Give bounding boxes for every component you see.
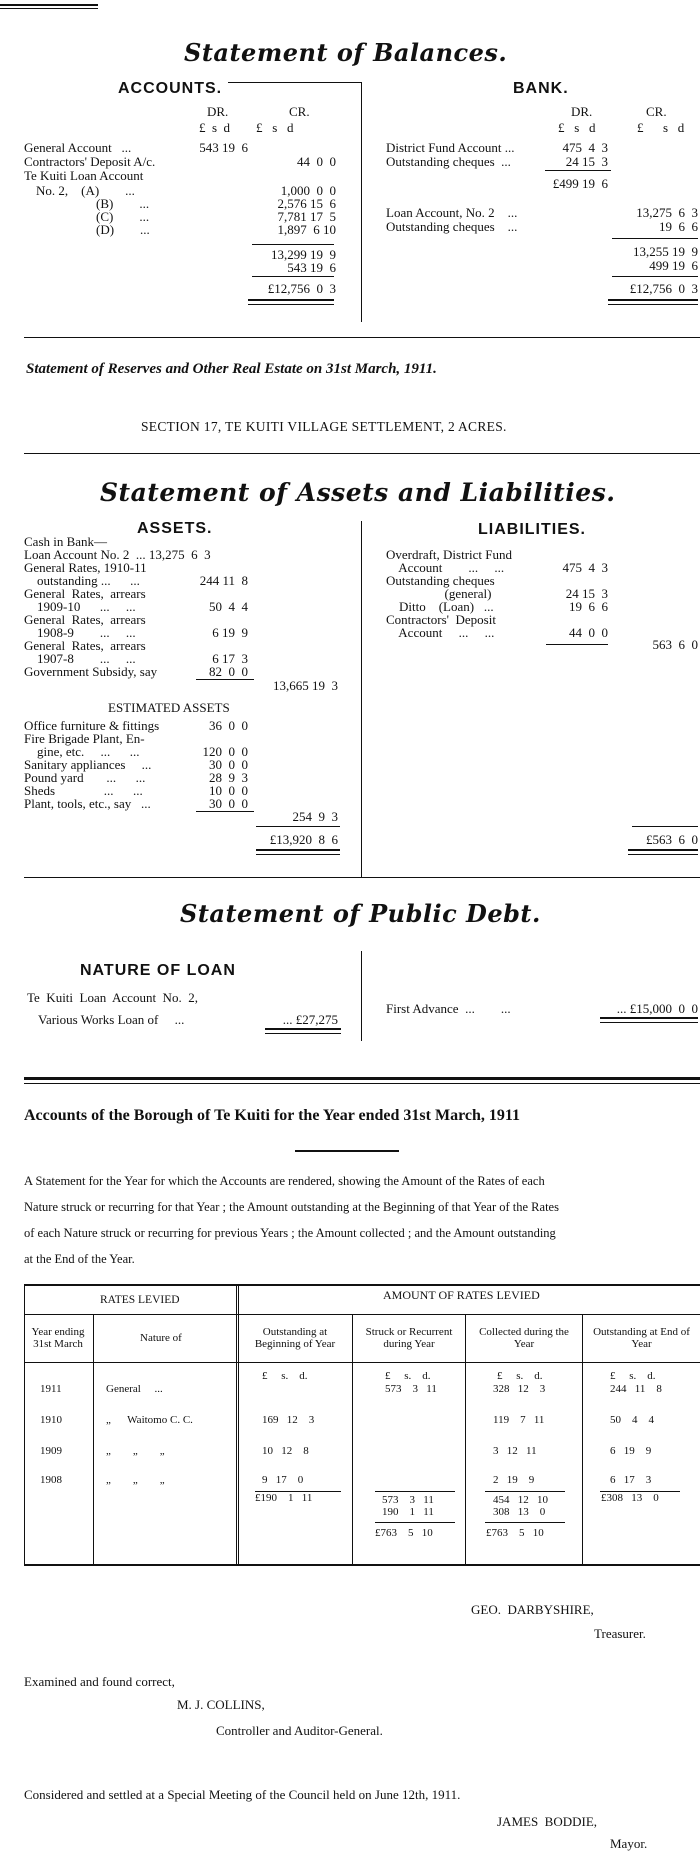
estimated-row-4-label: Pound yard ... ...: [24, 770, 146, 785]
loan-line-1: Te Kuiti Loan Account No. 2,: [27, 990, 198, 1005]
estimated-row-3-value: 30 0 0: [209, 757, 248, 772]
table-col-nature: [93, 1314, 94, 1564]
rates-row-1-begin: 169 12 3: [262, 1414, 315, 1426]
section-rule-4a: [24, 1077, 700, 1080]
bank-sub1: 13,255 19 9: [633, 244, 698, 259]
end-total: £308 13 0: [601, 1492, 659, 1504]
nature-of-loan-heading: NATURE OF LOAN: [80, 962, 236, 979]
accounts-total-dbl1: [248, 299, 334, 301]
accounts-row-6-label: (D) ...: [96, 222, 150, 237]
liabilities-total-dbl1: [628, 849, 698, 851]
liabilities-subtotal: 563 6 0: [652, 637, 698, 652]
table-header-rule: [24, 1314, 700, 1315]
rates-levied-heading: RATES LEVIED: [100, 1294, 180, 1306]
table-top: [24, 1284, 700, 1286]
rates-row-0-nature: General ...: [106, 1383, 163, 1395]
examined-text: Examined and found correct,: [24, 1674, 175, 1689]
accounts-row-5-label: (C) ...: [96, 209, 150, 224]
assets-sub-rule: [196, 679, 254, 680]
table-col-struck: [352, 1314, 353, 1564]
borough-intro-2: of each Nature struck or recurring for previous Years ; the Amount collected ; and the Amount outstanding: [24, 1226, 556, 1240]
estimated-row-4-value: 28 9 3: [209, 770, 248, 785]
accounts-row-0-dr: 543 19 6: [199, 140, 248, 155]
lsd-collected: £ s. d.: [497, 1370, 543, 1382]
accounts-row-2-label: Te Kuiti Loan Account: [24, 168, 144, 183]
rates-row-2-year: 1909: [40, 1445, 62, 1457]
asset-row-9-value: 6 17 3: [212, 651, 248, 666]
bank-total: £12,756 0 3: [629, 281, 698, 296]
estimated-row-6-label: Plant, tools, etc., say ...: [24, 796, 151, 811]
top-rule-2: [0, 8, 98, 9]
considered-date: June 12th, 1911.: [374, 1787, 461, 1802]
rates-row-1-end: 50 4 4: [610, 1414, 654, 1426]
rates-row-2-nature: „ „ „: [106, 1445, 165, 1457]
asset-row-1-label: Loan Account No. 2 ... 13,275 6 3: [24, 547, 211, 562]
liability-row-5-label: Contractors' Deposit: [386, 612, 496, 627]
accounts-heading: ACCOUNTS.: [118, 80, 223, 97]
liability-row-6-label: Account ... ...: [386, 625, 495, 640]
liabilities-total: £563 6 0: [646, 832, 698, 847]
bank-dr-rule: [545, 170, 611, 171]
liabilities-heading: LIABILITIES.: [478, 521, 586, 538]
estimated-row-6-value: 30 0 0: [209, 796, 248, 811]
rates-row-3-year: 1908: [40, 1474, 62, 1486]
asset-row-6-label: General Rates, arrears: [24, 612, 146, 627]
rates-row-0-collected: 328 12 3: [493, 1383, 546, 1395]
rates-row-3-end: 6 17 3: [610, 1474, 652, 1486]
collected-total-b: 308 13 0: [493, 1506, 546, 1518]
public-debt-title: Statement of Public Debt.: [180, 899, 541, 928]
asset-row-2-label: General Rates, 1910-11: [24, 560, 147, 575]
liability-row-4-label: Ditto (Loan) ...: [386, 599, 494, 614]
mayor-name: JAMES BODDIE,: [497, 1814, 598, 1829]
rates-row-3-begin: 9 17 0: [262, 1474, 304, 1486]
estimated-row-5-value: 10 0 0: [209, 783, 248, 798]
asset-row-4-label: General Rates, arrears: [24, 586, 146, 601]
assets-liabilities-title: Statement of Assets and Liabilities.: [100, 478, 616, 507]
table-split: [236, 1284, 237, 1564]
accounts-total: £12,756 0 3: [267, 281, 336, 296]
col-outstanding-begin: Outstanding at Beginning of Year: [254, 1326, 336, 1350]
liability-row-1-value: 475 4 3: [562, 560, 608, 575]
section-rule-2: [24, 453, 700, 454]
advance-dbl2: [600, 1022, 698, 1023]
accounts-sub-rule: [252, 244, 334, 245]
liabilities-total-rule: [632, 826, 698, 827]
top-rule: [0, 4, 98, 6]
asset-row-3-value: 244 11 8: [199, 573, 248, 588]
bank-row-1-dr: 24 15 3: [565, 154, 608, 169]
table-bottom: [24, 1564, 700, 1566]
accounts-row-1-label: Contractors' Deposit A/c.: [24, 154, 156, 169]
bank-row-2-cr: 13,275 6 3: [636, 205, 698, 220]
rates-row-2-end: 6 19 9: [610, 1445, 652, 1457]
bank-row-0-dr: 475 4 3: [562, 140, 608, 155]
asset-row-9-label: 1907-8 ... ...: [24, 651, 136, 666]
accounts-row-4-label: (B) ...: [96, 196, 150, 211]
bank-total-dbl2: [608, 304, 698, 305]
table-colhead-rule: [24, 1362, 700, 1363]
bank-sub2: 499 19 6: [649, 258, 698, 273]
rates-row-1-collected: 119 7 11: [493, 1414, 545, 1426]
considered-text: [24, 1787, 460, 1803]
estimated-row-0-label: Office furniture & fittings: [24, 718, 160, 733]
collected-total-a: 454 12 10: [493, 1494, 548, 1506]
asset-row-7-value: 6 19 9: [212, 625, 248, 640]
auditor-name: M. J. COLLINS,: [177, 1697, 265, 1712]
estimated-heading: ESTIMATED ASSETS: [108, 700, 230, 715]
rates-row-3-collected: 2 19 9: [493, 1474, 535, 1486]
section-rule-3: [24, 877, 700, 878]
asset-row-5-value: 50 4 4: [209, 599, 248, 614]
borough-title-rule: [295, 1150, 399, 1152]
assets-total: £13,920 8 6: [269, 832, 338, 847]
asset-row-3-label: outstanding ... ...: [24, 573, 140, 588]
bank-lsd-cr: £ s d: [637, 120, 685, 135]
asset-row-8-label: General Rates, arrears: [24, 638, 146, 653]
advance-label: First Advance ... ...: [386, 1001, 511, 1016]
col-outstanding-end: Outstanding at End of Year: [593, 1326, 690, 1350]
asset-row-10-value: 82 0 0: [209, 664, 248, 679]
bank-total-dbl1: [608, 299, 698, 301]
bank-heading: BANK.: [513, 80, 569, 97]
assets-subtotal: 13,665 19 3: [273, 678, 338, 693]
col-nature: Nature of: [140, 1332, 182, 1344]
bank-dr-label: DR.: [571, 104, 593, 119]
assets-total-rule: [256, 826, 340, 827]
liabilities-total-dbl2: [628, 854, 698, 855]
table-col-collected: [465, 1314, 466, 1564]
amount-levied-heading: AMOUNT OF RATES LEVIED: [383, 1288, 540, 1302]
asset-row-5-label: 1909-10 ... ...: [24, 599, 136, 614]
advance-dbl1: [600, 1017, 698, 1019]
accounts-sub2: 543 19 6: [287, 260, 336, 275]
borough-intro-3: at the End of the Year.: [24, 1252, 135, 1266]
struck-grand-rule: [375, 1522, 455, 1523]
treasurer-name: GEO. DARBYSHIRE,: [471, 1602, 594, 1617]
rates-row-2-begin: 10 12 8: [262, 1445, 309, 1457]
struck-total-rule: [375, 1491, 455, 1492]
accounts-row-4-cr: 2,576 15 6: [277, 196, 336, 211]
accounts-row-5-cr: 7,781 17 5: [277, 209, 336, 224]
bank-row-2-label: Loan Account, No. 2 ...: [386, 205, 518, 220]
liability-row-1-label: Account ... ...: [386, 560, 505, 575]
reserves-title: Statement of Reserves and Other Real Estate on 31st March, 1911.: [26, 361, 437, 377]
liability-row-3-value: 24 15 3: [565, 586, 608, 601]
loan-amount: ... £27,275: [282, 1012, 338, 1027]
liability-row-3-label: (general): [386, 586, 492, 601]
estimated-row-2-value: 120 0 0: [202, 744, 248, 759]
col-year: Year ending 31st March: [31, 1326, 85, 1350]
col-struck: Struck or Recurrent during Year: [365, 1326, 453, 1350]
loan-amount-dbl1: [265, 1028, 341, 1030]
rates-row-1-nature: „ Waitomo C. C.: [106, 1414, 193, 1426]
struck-grand-total: £763 5 10: [375, 1527, 433, 1539]
borough-intro-0: A Statement for the Year for which the Accounts are rendered, showing the Amount of the Rates of each: [24, 1174, 545, 1188]
lsd-struck: £ s. d.: [385, 1370, 431, 1382]
borough-title: Accounts of the Borough of Te Kuiti for the Year ended 31st March, 1911: [24, 1107, 521, 1124]
bank-row-1-label: Outstanding cheques ...: [386, 154, 511, 169]
loan-amount-dbl2: [265, 1033, 341, 1034]
asset-row-7-label: 1908-9 ... ...: [24, 625, 136, 640]
liabilities-sub-rule: [546, 644, 608, 645]
public-debt-divider: [361, 951, 362, 1041]
bank-row-3-label: Outstanding cheques ...: [386, 219, 518, 234]
assets-total-dbl2: [256, 854, 340, 855]
balances-title: Statement of Balances.: [184, 38, 508, 67]
accounts-row-6-cr: 1,897 6 10: [277, 222, 336, 237]
rates-row-0-struck: 573 3 11: [385, 1383, 437, 1395]
bank-total-rule: [612, 276, 698, 277]
considered-prefix: Considered and settled at a Special Meeting of the Council held on: [24, 1787, 372, 1802]
collected-total-rule: [485, 1491, 565, 1492]
accounts-total-dbl2: [248, 304, 334, 305]
rates-row-1-year: 1910: [40, 1414, 62, 1426]
estimated-subtotal: 254 9 3: [292, 809, 338, 824]
liability-row-0-label: Overdraft, District Fund: [386, 547, 513, 562]
struck-total-a: 573 3 11: [382, 1494, 434, 1506]
collected-grand-rule: [485, 1522, 565, 1523]
section-rule-4b: [24, 1083, 700, 1084]
bank-row-3-cr: 19 6 6: [659, 219, 698, 234]
struck-total-b: 190 1 11: [382, 1506, 434, 1518]
accounts-sub1: 13,299 19 9: [271, 247, 336, 262]
table-left: [24, 1284, 25, 1564]
estimated-row-0-value: 36 0 0: [209, 718, 248, 733]
bank-lsd-dr: £ s d: [558, 120, 596, 135]
estimated-sub-rule: [196, 811, 254, 812]
asset-row-10-label: Government Subsidy, say: [24, 664, 158, 679]
accounts-row-1-cr: 44 0 0: [297, 154, 336, 169]
borough-intro-1: Nature struck or recurring for that Year ; the Amount outstanding at the Beginning of that Year of the Rates: [24, 1200, 559, 1214]
lsd-end: £ s. d.: [610, 1370, 656, 1382]
accounts-row-3-label: No. 2, (A) ...: [36, 183, 135, 198]
bank-row-0-label: District Fund Account ...: [386, 140, 515, 155]
table-split-2: [238, 1284, 239, 1564]
col-collected: Collected during the Year: [479, 1326, 569, 1350]
liability-row-4-value: 19 6 6: [569, 599, 608, 614]
treasurer-title: Treasurer.: [594, 1626, 646, 1641]
assets-total-dbl1: [256, 849, 340, 851]
assets-heading: ASSETS.: [137, 520, 213, 537]
rates-row-2-collected: 3 12 11: [493, 1445, 537, 1457]
liability-row-6-value: 44 0 0: [569, 625, 608, 640]
rates-row-0-end: 244 11 8: [610, 1383, 662, 1395]
balances-divider: [361, 82, 362, 322]
assets-divider: [361, 521, 362, 877]
accounts-lsd-dr: £ s d: [199, 120, 231, 135]
accounts-cr-label: CR.: [289, 104, 310, 119]
loan-line-2: Various Works Loan of ...: [38, 1012, 185, 1027]
bank-cr-sub-rule: [612, 238, 698, 239]
accounts-row-3-cr: 1,000 0 0: [280, 183, 336, 198]
accounts-lsd-cr: £ s d: [256, 120, 294, 135]
estimated-row-5-label: Sheds ... ...: [24, 783, 143, 798]
estimated-row-1-label: Fire Brigade Plant, En-: [24, 731, 145, 746]
liability-row-2-label: Outstanding cheques: [386, 573, 495, 588]
bank-cr-label: CR.: [646, 104, 667, 119]
rates-row-0-year: 1911: [40, 1383, 62, 1395]
accounts-total-rule: [252, 276, 334, 277]
rates-row-3-nature: „ „ „: [106, 1474, 165, 1486]
auditor-title: Controller and Auditor-General.: [216, 1723, 383, 1738]
estimated-row-2-label: gine, etc. ... ...: [24, 744, 140, 759]
accounts-row-0-label: General Account ...: [24, 140, 132, 155]
reserves-section: SECTION 17, TE KUITI VILLAGE SETTLEMENT, 2 ACRES.: [141, 419, 507, 434]
table-col-end: [582, 1314, 583, 1564]
asset-row-0-label: Cash in Bank—: [24, 534, 108, 549]
advance-amount: ... £15,000 0 0: [616, 1001, 698, 1016]
mayor-title: Mayor.: [610, 1836, 648, 1851]
accounts-heading-rule: [228, 82, 361, 83]
lsd-begin: £ s. d.: [262, 1370, 308, 1382]
section-rule-1: [24, 337, 700, 338]
accounts-dr-label: DR.: [207, 104, 229, 119]
collected-grand-total: £763 5 10: [486, 1527, 544, 1539]
bank-dr-total: £499 19 6: [552, 176, 608, 191]
estimated-row-3-label: Sanitary appliances ...: [24, 757, 152, 772]
begin-total: £190 1 11: [255, 1492, 313, 1504]
